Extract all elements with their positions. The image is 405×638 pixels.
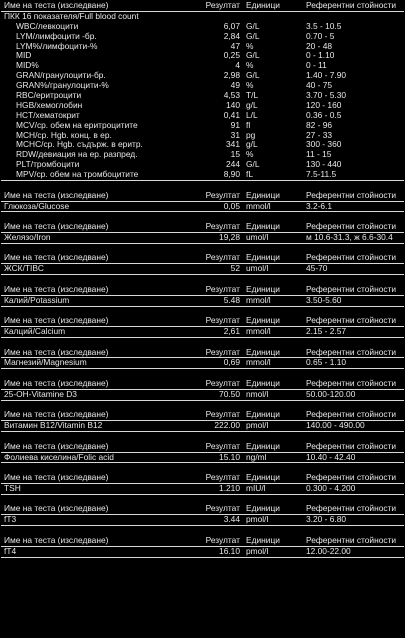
header-name: Име на теста (изследване) xyxy=(4,503,109,514)
test-reference: 3.2-6.1 xyxy=(306,200,333,211)
test-reference: 10.40 - 42.40 xyxy=(306,451,356,462)
table-row xyxy=(0,547,405,557)
table-header xyxy=(0,191,405,201)
table-row xyxy=(0,327,405,337)
table-row xyxy=(0,390,405,400)
test-name: ЖСК/TIBC xyxy=(4,263,44,274)
test-result: 0,05 xyxy=(223,200,240,211)
test-result: 244 xyxy=(226,159,240,170)
test-name: PLT/тромбоцити xyxy=(16,159,80,170)
test-name: RDW/девиация на ер. разпред. xyxy=(16,149,138,160)
header-result: Резултат xyxy=(205,221,240,231)
test-block xyxy=(0,285,405,307)
test-name: TSH xyxy=(4,482,21,493)
test-unit: mIU/l xyxy=(246,482,266,493)
test-name: GRAN%/гранулоцити-% xyxy=(16,80,109,91)
test-result: 16.10 xyxy=(219,545,240,556)
test-result: 15 xyxy=(230,149,240,160)
header-name: Име на теста (изследване) xyxy=(4,221,109,231)
test-result: 0,69 xyxy=(223,357,240,368)
test-name: MID% xyxy=(16,60,39,71)
header-ref: Референтни стойности xyxy=(306,346,397,357)
table-header xyxy=(0,348,405,358)
header-result: Резултат xyxy=(205,252,240,263)
test-reference: 0.36 - 0.5 xyxy=(306,109,342,120)
table-row xyxy=(0,233,405,243)
test-unit: g/L xyxy=(246,99,258,110)
table-header xyxy=(0,442,405,452)
header-ref: Референтни стойности xyxy=(306,221,397,231)
test-unit: mmol/l xyxy=(246,200,271,211)
header-name: Име на теста (изследване) xyxy=(4,252,109,263)
test-unit: G/L xyxy=(246,70,260,81)
test-result: 91 xyxy=(230,119,240,130)
table-header xyxy=(0,536,405,546)
header-result: Резултат xyxy=(205,472,240,482)
header-ref: Референтни стойности xyxy=(306,377,397,388)
header-unit: Единици xyxy=(246,377,280,388)
test-reference: 7.5-11.5 xyxy=(306,169,337,180)
test-block xyxy=(0,316,405,338)
header-unit: Единици xyxy=(246,409,280,420)
test-reference: 1.40 - 7.90 xyxy=(306,70,347,81)
test-name: MCHC/ср. Hgb. съдърж. в еритр. xyxy=(16,139,143,150)
test-unit: mmol/l xyxy=(246,294,271,305)
test-name: fT4 xyxy=(4,545,17,556)
header-ref: Референтни стойности xyxy=(306,409,397,420)
test-unit: pmol/l xyxy=(246,420,269,431)
test-reference: 0.300 - 4.200 xyxy=(306,482,356,493)
header-name: Име на теста (изследване) xyxy=(4,346,109,357)
test-result: 341 xyxy=(226,139,240,150)
header-unit: Единици xyxy=(246,252,280,263)
table-row xyxy=(0,484,405,494)
test-name: MCV/ср. обем на еритроцитите xyxy=(16,119,138,130)
tests-list xyxy=(0,181,405,558)
cbc-rows xyxy=(0,22,405,181)
header-result: Резултат xyxy=(205,315,240,326)
table-row xyxy=(0,515,405,525)
test-name: MCH/ср. Hgb. конц. в ер. xyxy=(16,129,112,140)
test-result: 6,07 xyxy=(223,20,240,31)
header-ref: Референтни стойности xyxy=(306,189,397,200)
test-result: 2,61 xyxy=(223,326,240,337)
header-unit: Единици xyxy=(246,283,280,294)
test-reference: 45-70 xyxy=(306,263,328,274)
test-result: 3.44 xyxy=(223,514,240,525)
header-unit: Единици xyxy=(246,534,280,545)
test-reference: 120 - 160 xyxy=(306,99,342,110)
test-unit: % xyxy=(246,60,254,71)
table-row xyxy=(0,170,405,180)
test-name: HGB/хемоглобин xyxy=(16,99,83,110)
test-unit: L/L xyxy=(246,109,258,120)
test-unit: fL xyxy=(246,169,253,180)
header-ref: Референтни стойности xyxy=(306,503,397,514)
test-block xyxy=(0,536,405,558)
test-name: MID xyxy=(16,50,32,61)
test-result: 47 xyxy=(230,40,240,51)
test-name: Калций/Calcium xyxy=(4,326,66,337)
test-unit: pmol/l xyxy=(246,545,269,556)
test-block xyxy=(0,442,405,464)
table-header xyxy=(0,285,405,295)
header-result: Резултат xyxy=(205,534,240,545)
test-unit: umol/l xyxy=(246,231,269,242)
test-unit: G/L xyxy=(246,50,260,61)
header-result: Резултат xyxy=(205,283,240,294)
test-reference: 3.5 - 10.5 xyxy=(306,20,342,31)
header-result: Резултат xyxy=(205,189,240,200)
header-unit: Единици xyxy=(246,0,280,10)
header-name: Име на теста (изследване) xyxy=(4,189,109,200)
test-unit: % xyxy=(246,40,254,51)
test-reference: 0.70 - 5 xyxy=(306,30,335,41)
test-name: 25-OH-Vitamine D3 xyxy=(4,388,77,399)
test-unit: ng/ml xyxy=(246,451,267,462)
test-name: LYM%/лимфоцити-% xyxy=(16,40,98,51)
test-reference: 27 - 33 xyxy=(306,129,333,140)
cbc-title: ПКК 16 показателя/Full blood count xyxy=(4,10,139,21)
test-result: 15.10 xyxy=(219,451,240,462)
table-header xyxy=(0,410,405,420)
test-name: fT3 xyxy=(4,514,17,525)
test-unit: G/L xyxy=(246,30,260,41)
table-row xyxy=(0,358,405,368)
test-result: 140 xyxy=(226,99,240,110)
table-row xyxy=(0,42,405,52)
test-reference: 300 - 360 xyxy=(306,139,342,150)
header-unit: Единици xyxy=(246,221,280,231)
header-unit: Единици xyxy=(246,440,280,451)
divider xyxy=(1,557,404,558)
header-ref: Референтни стойности xyxy=(306,0,397,10)
test-name: Витамин B12/Vitamin B12 xyxy=(4,420,103,431)
test-unit: G/L xyxy=(246,20,260,31)
cbc-block xyxy=(0,0,405,181)
test-reference: м 10.6-31.3, ж 6.6-30.4 xyxy=(306,231,393,242)
table-row xyxy=(0,296,405,306)
header-ref: Референтни стойности xyxy=(306,252,397,263)
table-row xyxy=(0,264,405,274)
test-name: LYM/лимфоцити -бр. xyxy=(16,30,97,41)
test-reference: 0.65 - 1.10 xyxy=(306,357,347,368)
test-block xyxy=(0,222,405,244)
test-name: HCT/хематокрит xyxy=(16,109,80,120)
table-header xyxy=(0,504,405,514)
header-name: Име на теста (изследване) xyxy=(4,377,109,388)
test-result: 31 xyxy=(230,129,240,140)
test-block xyxy=(0,253,405,275)
table-header xyxy=(0,473,405,483)
table-header xyxy=(0,222,405,232)
test-reference: 20 - 48 xyxy=(306,40,333,51)
header-unit: Единици xyxy=(246,346,280,357)
header-result: Резултат xyxy=(205,377,240,388)
header-unit: Единици xyxy=(246,503,280,514)
header-result: Резултат xyxy=(205,0,240,10)
test-result: 0,41 xyxy=(223,109,240,120)
test-reference: 50.00-120.00 xyxy=(306,388,356,399)
test-unit: % xyxy=(246,149,254,160)
test-name: MPV/ср. обем на тромбоцитите xyxy=(16,169,139,180)
header-unit: Единици xyxy=(246,472,280,482)
table-row xyxy=(0,51,405,61)
test-name: Калий/Potassium xyxy=(4,294,70,305)
test-unit: pg xyxy=(246,129,256,140)
header-result: Резултат xyxy=(205,503,240,514)
test-name: Желязо/Iron xyxy=(4,231,51,242)
test-reference: 40 - 75 xyxy=(306,80,333,91)
table-row xyxy=(0,421,405,431)
header-result: Резултат xyxy=(205,346,240,357)
test-reference: 11 - 15 xyxy=(306,149,332,160)
test-reference: 140.00 - 490.00 xyxy=(306,420,365,431)
header-unit: Единици xyxy=(246,189,280,200)
header-name: Име на теста (изследване) xyxy=(4,0,109,10)
table-header xyxy=(0,316,405,326)
test-reference: 0 - 1.10 xyxy=(306,50,335,61)
header-name: Име на теста (изследване) xyxy=(4,440,109,451)
test-result: 222.00 xyxy=(214,420,240,431)
header-ref: Референтни стойности xyxy=(306,472,397,482)
header-result: Резултат xyxy=(205,409,240,420)
header-name: Име на теста (изследване) xyxy=(4,283,109,294)
test-reference: 0 - 11 xyxy=(306,60,327,71)
test-reference: 82 - 96 xyxy=(306,119,333,130)
header-name: Име на теста (изследване) xyxy=(4,315,109,326)
test-unit: umol/l xyxy=(246,263,269,274)
test-block xyxy=(0,348,405,370)
header-name: Име на теста (изследване) xyxy=(4,534,109,545)
test-name: Магнезий/Magnesium xyxy=(4,357,87,368)
test-result: 4 xyxy=(235,60,240,71)
test-unit: mmol/l xyxy=(246,357,271,368)
table-header xyxy=(0,253,405,263)
header-result: Резултат xyxy=(205,440,240,451)
test-unit: mmol/l xyxy=(246,326,271,337)
header-ref: Референтни стойности xyxy=(306,315,397,326)
test-reference: 3.20 - 6.80 xyxy=(306,514,347,525)
test-name: Глюкоза/Glucose xyxy=(4,200,70,211)
test-reference: 2.15 - 2.57 xyxy=(306,326,347,337)
table-header xyxy=(0,379,405,389)
table-header xyxy=(0,1,405,11)
test-name: GRAN/гранулоцити-бр. xyxy=(16,70,106,81)
test-unit: nmol/l xyxy=(246,388,269,399)
header-name: Име на теста (изследване) xyxy=(4,409,109,420)
test-unit: g/L xyxy=(246,139,258,150)
test-result: 1.210 xyxy=(219,482,240,493)
header-ref: Референтни стойности xyxy=(306,283,397,294)
table-row xyxy=(0,202,405,212)
test-unit: % xyxy=(246,80,254,91)
test-unit: T/L xyxy=(246,90,259,101)
header-name: Име на теста (изследване) xyxy=(4,472,109,482)
test-name: WBC/левкоцити xyxy=(16,20,79,31)
test-block xyxy=(0,410,405,432)
test-reference: 3.70 - 5.30 xyxy=(306,90,347,101)
header-ref: Референтни стойности xyxy=(306,440,397,451)
test-block xyxy=(0,191,405,213)
test-result: 5.48 xyxy=(223,294,240,305)
test-result: 70.50 xyxy=(219,388,240,399)
test-result: 4,53 xyxy=(223,90,240,101)
test-block xyxy=(0,473,405,495)
header-ref: Референтни стойности xyxy=(306,534,397,545)
test-block xyxy=(0,504,405,526)
header-unit: Единици xyxy=(246,315,280,326)
test-result: 8,90 xyxy=(223,169,240,180)
test-result: 0,25 xyxy=(223,50,240,61)
test-unit: G/L xyxy=(246,159,260,170)
test-block xyxy=(0,379,405,401)
test-result: 52 xyxy=(230,263,240,274)
test-unit: fl xyxy=(246,119,251,130)
test-result: 19,28 xyxy=(219,231,240,242)
test-reference: 3.50-5.60 xyxy=(306,294,342,305)
test-result: 2,84 xyxy=(223,30,240,41)
test-name: RBC/еритроцити xyxy=(16,90,82,101)
test-result: 2,98 xyxy=(223,70,240,81)
test-reference: 130 - 440 xyxy=(306,159,342,170)
test-reference: 12.00-22.00 xyxy=(306,545,351,556)
table-row xyxy=(0,453,405,463)
test-result: 49 xyxy=(230,80,240,91)
test-name: Фолиева киселина/Folic acid xyxy=(4,451,114,462)
test-unit: pmol/l xyxy=(246,514,269,525)
